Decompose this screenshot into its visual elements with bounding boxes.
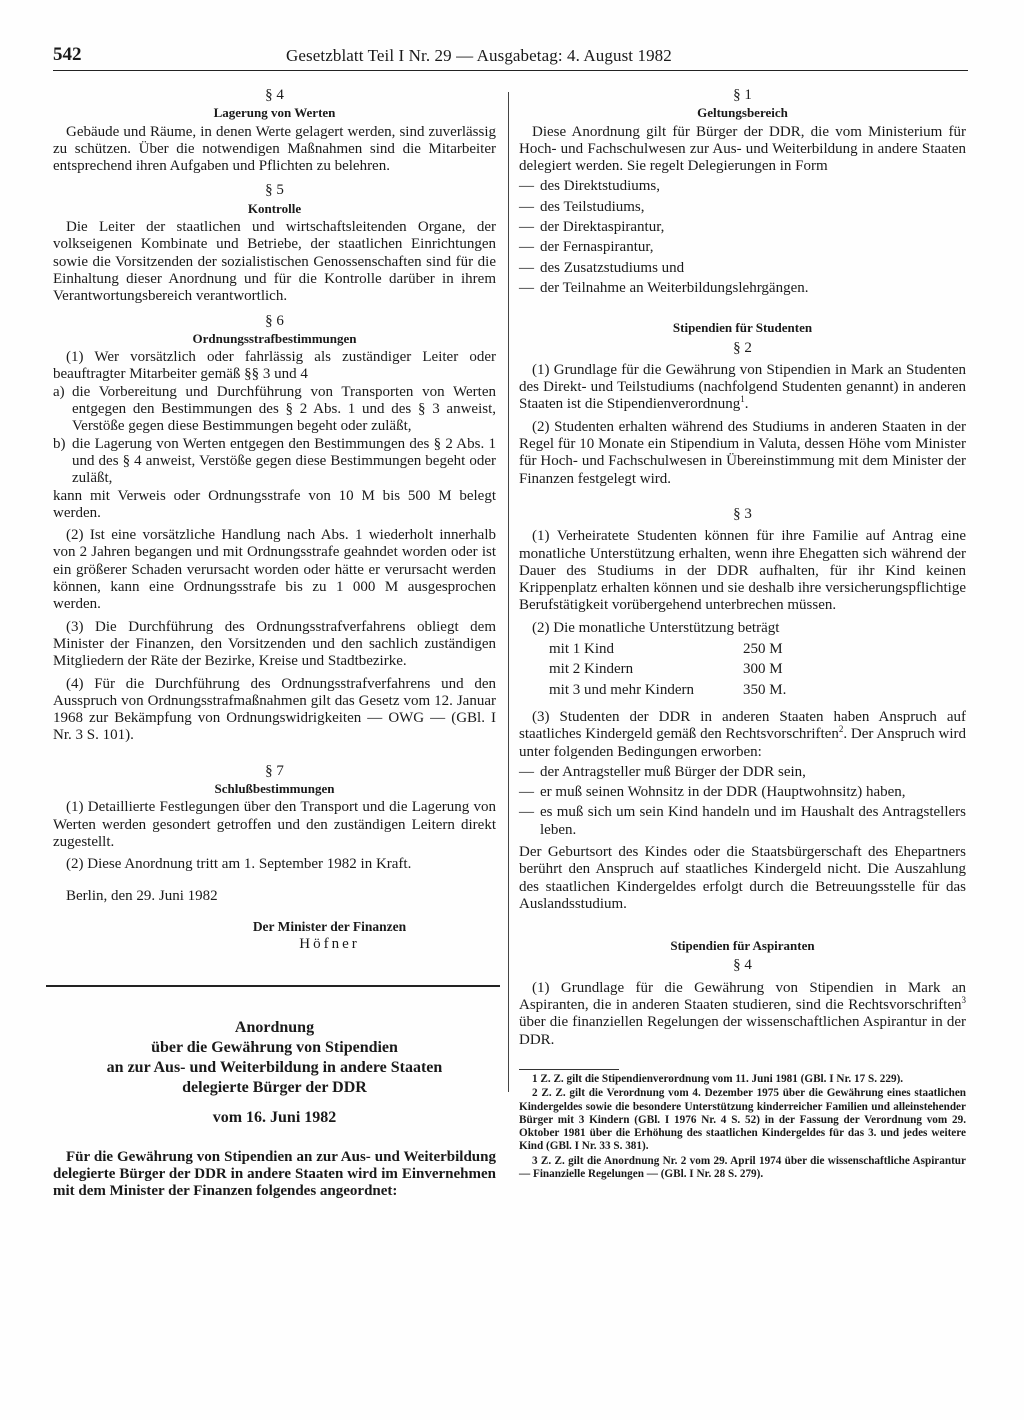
list-item <box>519 260 966 277</box>
paragraph: Gebäude und Räume, in denen Werte gelagert werden, sind zuverlässig zu schützen. Über die notwendigen Maßnahmen sind die Mitarbeiter entsprechend ihren Aufgaben und Pflichten zu belehren. <box>53 123 496 175</box>
section-number: § 4 <box>733 957 752 974</box>
signatory-title: Der Minister der Finanzen <box>252 918 407 934</box>
list-text: die Vorbereitung und Durchführung von Transporten von Werten entgegen den Bestimmungen des § 2 Abs. 1 und des § 3 anweist, Verstöße gegen diese Bestimmungen begeht oder zuläßt, <box>72 383 496 435</box>
section-heading: Kontrolle <box>247 200 302 216</box>
dash-marker: — <box>519 804 534 821</box>
ordinance-preamble: Für die Gewährung von Stipendien an zur Aus- und Weiterbildung delegierte Bürger der DDR in andere Staaten wird im Einvernehmen mit dem Minister der Finanzen folgendes angeordnet: <box>53 1148 496 1200</box>
dash-marker: — <box>519 763 534 780</box>
page-number: 542 <box>53 44 82 65</box>
section-1-scope <box>519 87 966 297</box>
list-item <box>53 436 496 488</box>
list-text: die Lagerung von Werten entgegen den Bestimmungen des § 2 Abs. 1 und des § 4 anweist, Verstöße gegen diese Bestimmungen begeht oder zuläßt, <box>72 435 496 487</box>
list-item <box>519 764 966 781</box>
section-heading: Geltungsbereich <box>697 105 788 121</box>
dash-marker: — <box>519 279 534 296</box>
paragraph: (2) Studenten erhalten während des Studiums in anderen Staaten in der Regel für 10 Monate ein Stipendium in Valuta, dessen Höhe vom Minister für Hoch- und Fachschulwesen in Übereinstimmung mit dem Minister der Finanzen festgelegt wird. <box>519 418 966 487</box>
dash-marker: — <box>519 259 534 276</box>
list-item <box>53 384 496 436</box>
support-rates-table <box>549 641 966 699</box>
rate-value: 350 M. <box>743 681 787 698</box>
table-row <box>549 641 966 658</box>
footnote: 1 Z. Z. gilt die Stipendienverordnung vom 11. Juni 1981 (GBl. I Nr. 17 S. 229). <box>532 1072 904 1085</box>
section-3-support <box>519 506 966 913</box>
subheading-aspirants: Stipendien für Aspiranten <box>670 938 815 954</box>
paragraph <box>519 980 966 1049</box>
place-date: Berlin, den 29. Juni 1982 <box>66 888 218 905</box>
table-row <box>549 661 966 678</box>
ordinance-title <box>53 1018 496 1098</box>
paragraph: kann mit Verweis oder Ordnungsstrafe von 10 M bis 500 M belegt werden. <box>53 487 496 521</box>
section-number: § 3 <box>733 505 752 522</box>
paragraph: Der Geburtsort des Kindes oder die Staatsbürgerschaft des Ehepartners berührt den Anspruch auf staatliches Kindergeld nicht. Die Auszahlung des staatlichen Kindergeldes erfolgt durch die Betreuungsstelle für das Auslandsstudium. <box>519 843 966 912</box>
subheading-students: Stipendien für Studenten <box>672 320 813 336</box>
paragraph: (2) Ist eine vorsätzliche Handlung nach Abs. 1 wiederholt innerhalb von 2 Jahren begangen und mit Ordnungsstrafe geahndet worden oder ist ein größerer Schaden verursacht worden oder hätte er verursacht werden können, kann eine Ordnungsstrafe bis zu 1 000 M ausgesprochen werden. <box>53 527 496 613</box>
delegation-list <box>519 178 966 297</box>
list-text: der Antragsteller muß Bürger der DDR sein, <box>540 763 806 780</box>
title-line: Anordnung <box>234 1019 315 1037</box>
paragraph-text: . Der Anspruch wird unter folgenden Bedingungen erworben: <box>519 726 967 760</box>
section-4-aspirants <box>519 957 966 1048</box>
paragraph: (2) Diese Anordnung tritt am 1. September 1982 in Kraft. <box>66 856 412 873</box>
list-text: des Teilstudiums, <box>540 198 645 215</box>
footnotes <box>519 1073 966 1181</box>
list-item <box>519 784 966 801</box>
list-text: der Direktaspirantur, <box>540 219 665 236</box>
section-number: § 2 <box>733 339 752 356</box>
list-text: es muß sich um sein Kind handeln und im Haushalt des Antragstellers leben. <box>540 804 966 838</box>
footnote: 2 Z. Z. gilt die Verordnung vom 4. Dezember 1975 über die Gewährung eines staatlichen Kindergeldes sowie die besondere Unterstützung kinderreicher Familien und alleinstehender Bürger mit 3 Kindern (GBl. I 1976 Nr. 4 S. 52) in der Fassung der Verordnung vom 29. Oktober 1981 über die Erhöhung des staatlichen Kindergeldes für das 3. und jedes weitere Kind (GBl. I Nr. 33 S. 381). <box>519 1087 966 1153</box>
rate-label: mit 1 Kind <box>549 641 615 658</box>
section-number: § 4 <box>265 87 284 103</box>
title-line: an zur Aus- und Weiterbildung in andere Staaten <box>106 1059 443 1077</box>
rate-value: 250 M <box>743 641 783 658</box>
paragraph: Diese Anordnung gilt für Bürger der DDR, die vom Ministerium für Hoch- und Fachschulwesen zur Aus- und Weiterbildung in andere Staaten delegiert werden. Sie regelt Delegierungen in Form <box>519 123 966 175</box>
title-line: über die Gewährung von Stipendien <box>151 1039 398 1057</box>
paragraph: (4) Für die Durchführung des Ordnungsstrafverfahrens und den Ausspruch von Ordnungsstrafmaßnahmen gilt das Gesetz vom 12. Januar 1968 zur Bekämpfung von Ordnungswidrigkeiten — OWG — (GBl. I Nr. 3 S. 101). <box>53 675 496 744</box>
dash-marker: — <box>519 239 534 256</box>
footnote: 3 Z. Z. gilt die Anordnung Nr. 2 vom 29. April 1974 über die wissenschaftliche Aspirantur — Finanzielle Regelungen — (GBl. I Nr. 28 S. 279). <box>519 1154 966 1181</box>
section-number: § 6 <box>265 312 284 329</box>
column-divider <box>508 92 509 1092</box>
paragraph <box>519 709 966 761</box>
dash-marker: — <box>519 784 534 801</box>
signature-block <box>53 888 496 953</box>
paragraph: (1) Detaillierte Festlegungen über den Transport und die Lagerung von Werten werden gesondert getroffen und den zuständigen Leitern direkt zugestellt. <box>53 799 496 850</box>
signatory-name: Höfner <box>299 936 360 953</box>
paragraph: Die Leiter der staatlichen und wirtschaftsleitenden Organe, der volkseigenen Kombinate und Betriebe, der staatlichen Einrichtungen sowie die Vorsitzenden der sozialistischen Genossenschaften sind für die Einhaltung dieser Anordnung und für die Kontrolle darüber in ihrem Verantwortungsbereich verantwortlich. <box>53 219 496 305</box>
paragraph-text: über die finanziellen Regelungen der wissenschaftlichen Aspirantur in der DDR. <box>519 1014 966 1048</box>
section-number: § 1 <box>733 87 752 103</box>
ordinance-title-block <box>53 1018 496 1200</box>
section-6-penalties <box>53 313 496 745</box>
list-item <box>519 178 966 195</box>
paragraph-text: (1) Grundlage für die Gewährung von Stipendien in Mark an Studenten des Direkt- und Teilstudiums (nachfolgend Studenten genannt) in anderen Staaten ist die Stipendienverordnung <box>519 361 966 413</box>
rate-label: mit 2 Kindern <box>549 661 634 678</box>
dash-marker: — <box>519 198 534 215</box>
list-text: der Fernaspirantur, <box>540 239 654 256</box>
footnote-ref: 1 <box>740 394 745 405</box>
table-row <box>549 682 966 699</box>
list-marker: a) <box>53 383 65 400</box>
paragraph: (2) Die monatliche Unterstützung beträgt <box>532 619 780 636</box>
section-4-storage <box>53 87 496 175</box>
footnote-rule <box>519 1069 619 1070</box>
rate-value: 300 M <box>743 661 783 678</box>
footnote-ref: 2 <box>838 724 844 735</box>
section-heading: Lagerung von Werten <box>213 105 336 121</box>
paragraph: (3) Die Durchführung des Ordnungsstrafverfahrens obliegt dem Minister der Finanzen, den Vorsitzenden und den sachlich zuständigen Mitgliedern der Räte der Bezirke, Kreise und Stadtbezirke. <box>53 618 496 670</box>
section-7-final <box>53 763 496 874</box>
dash-marker: — <box>519 219 534 236</box>
paragraph-text: . <box>744 396 749 413</box>
section-number: § 5 <box>265 182 284 199</box>
dash-marker: — <box>519 178 534 195</box>
list-text: des Zusatzstudiums und <box>540 259 685 276</box>
horizontal-rule <box>46 985 500 987</box>
list-marker: b) <box>53 435 66 452</box>
paragraph-text: (1) Grundlage für die Gewährung von Stipendien in Mark an Aspiranten, die in anderen Staaten studieren, sind die Rechtsvorschriften <box>519 979 966 1014</box>
list-text: des Direktstudiums, <box>540 178 660 195</box>
paragraph: (1) Wer vorsätzlich oder fahrlässig als zuständiger Leiter oder beauftragter Mitarbeiter gemäß §§ 3 und 4 <box>53 349 496 383</box>
rate-label: mit 3 und mehr Kindern <box>549 681 694 698</box>
ordinance-date: vom 16. Juni 1982 <box>212 1109 337 1127</box>
list-item <box>519 199 966 216</box>
conditions-list <box>519 764 966 839</box>
paragraph-text: (3) Studenten der DDR in anderen Staaten haben Anspruch auf staatliches Kindergeld gemäß den Rechtsvorschriften <box>519 708 966 743</box>
section-2-students <box>519 340 966 488</box>
list-item <box>519 804 966 839</box>
page-header <box>53 46 968 71</box>
paragraph <box>519 362 966 414</box>
list-text: der Teilnahme an Weiterbildungslehrgängen. <box>540 279 809 296</box>
paragraph: (1) Verheiratete Studenten können für ihre Familie auf Antrag eine monatliche Unterstützung erhalten, wenn ihre Ehegatten sich während der Dauer des Studiums in der DDR aufhalten, für ihr Kind keinen Krippenplatz erhalten können und sie deshalb ihre versicherungspflichtige Berufstätigkeit vorübergehend unterbrechen müssen. <box>519 528 966 614</box>
section-heading: Schlußbestimmungen <box>214 780 335 796</box>
section-heading: Ordnungsstrafbestimmungen <box>192 330 357 346</box>
list-item <box>519 239 966 256</box>
gazette-title: Gesetzblatt Teil I Nr. 29 — Ausgabetag: 4. August 1982 <box>286 46 672 65</box>
list-text: er muß seinen Wohnsitz in der DDR (Hauptwohnsitz) haben, <box>540 784 906 801</box>
section-5-control <box>53 182 496 305</box>
list-item <box>519 219 966 236</box>
right-column <box>519 87 966 1182</box>
section-number: § 7 <box>265 762 284 779</box>
list-item <box>519 280 966 297</box>
title-line: delegierte Bürger der DDR <box>182 1079 367 1097</box>
left-column <box>53 87 496 1201</box>
footnote-ref: 3 <box>961 995 966 1006</box>
